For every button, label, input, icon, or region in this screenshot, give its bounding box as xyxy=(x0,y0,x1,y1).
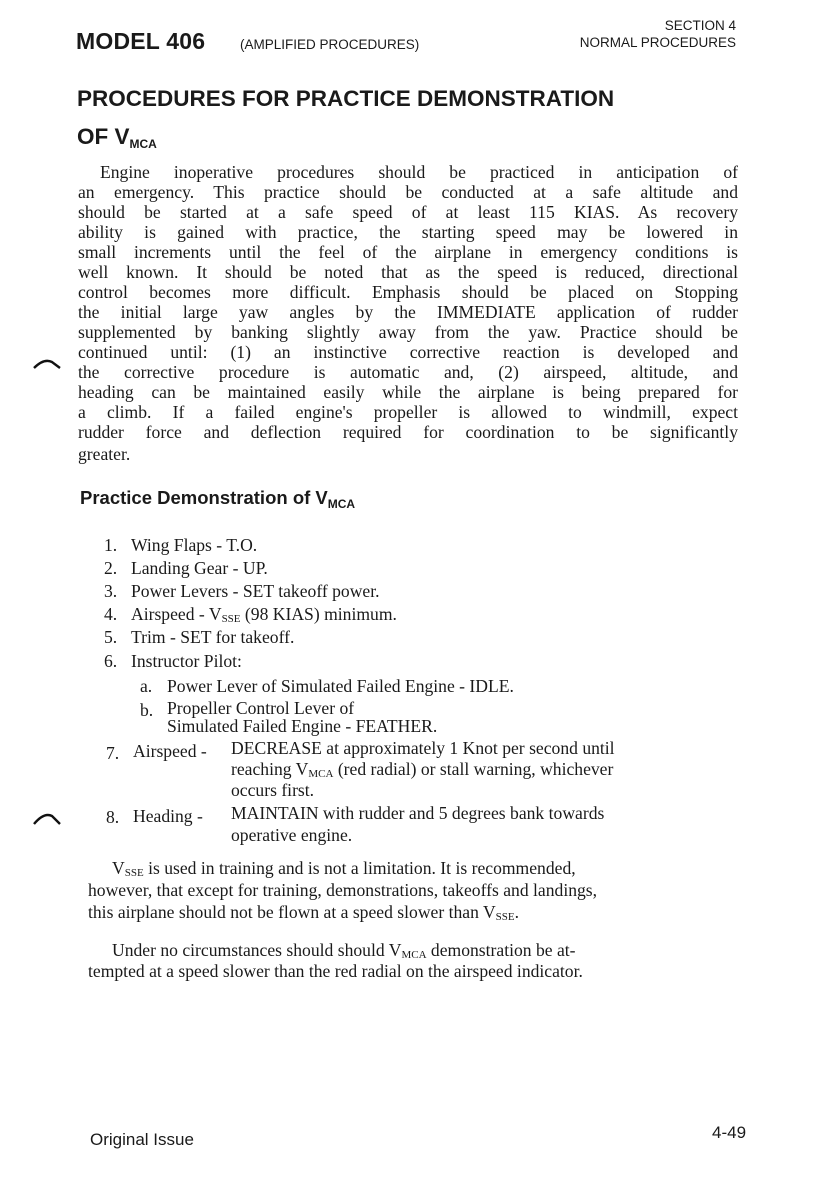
step-text: Instructor Pilot: xyxy=(131,651,242,671)
intro-line: well known. It should be noted that as the speed is reduced, directional xyxy=(78,262,738,282)
footer-issue: Original Issue xyxy=(90,1130,194,1149)
intro-line: supplemented by banking slightly away from the yaw. Practice should be xyxy=(78,322,738,342)
note-line: however, that except for training, demonstrations, takeoffs and landings, xyxy=(88,880,598,900)
page-number: 4-49 xyxy=(712,1123,747,1142)
step-number: 2. xyxy=(104,558,118,578)
step-text: operative engine. xyxy=(231,825,353,845)
step-text: DECREASE at approximately 1 Knot per second until xyxy=(231,738,615,758)
step-text: reaching $V_{MCA}$ (red radial) or stall warning, whichever xyxy=(231,759,614,780)
model-subtitle: (AMPLIFIED PROCEDURES) xyxy=(240,37,420,52)
substep-letter: b. xyxy=(140,700,154,720)
step-number: 3. xyxy=(104,581,118,601)
note-line: Under no circumstances should should $V_{MCA}$ demonstration be at- xyxy=(112,940,576,961)
step-number: 1. xyxy=(104,535,118,555)
step-text: Airspeed - $V_{SSE}$ (98 KIAS) minimum. xyxy=(131,604,397,625)
intro-line: greater. xyxy=(78,444,131,464)
step-number: 5. xyxy=(104,627,118,647)
substep-text: Power Lever of Simulated Failed Engine - IDLE. xyxy=(167,676,514,696)
page-title-line2: OF $V_{MCA}$ xyxy=(77,124,157,151)
step-text: MAINTAIN with rudder and 5 degrees bank towards xyxy=(231,803,605,823)
revision-mark-icon xyxy=(30,356,70,374)
revision-mark-icon xyxy=(30,810,70,828)
substep-text: Propeller Control Lever of xyxy=(167,698,355,718)
note-line: this airplane should not be flown at a speed slower than $V_{SSE}$. xyxy=(88,902,520,923)
intro-line: the corrective procedure is automatic and, (2) airspeed, altitude, and xyxy=(78,362,738,382)
intro-line: heading can be maintained easily while the airplane is being prepared for xyxy=(78,382,738,402)
step-label: Heading - xyxy=(133,806,203,826)
step-text: Power Levers - SET takeoff power. xyxy=(131,581,380,601)
note-line: $V_{SSE}$ is used in training and is not a limitation. It is recommended, xyxy=(112,858,576,879)
intro-line: continued until: (1) an instinctive corrective reaction is developed and xyxy=(78,342,738,362)
intro-line: an emergency. This practice should be conducted at a safe altitude and xyxy=(78,182,738,202)
substep-letter: a. xyxy=(140,676,153,696)
step-number: 6. xyxy=(104,651,118,671)
section-title: NORMAL PROCEDURES xyxy=(579,35,736,50)
step-label: Airspeed - xyxy=(133,741,207,761)
intro-line: control becomes more difficult. Emphasis should be placed on Stopping xyxy=(78,282,738,302)
section-number: SECTION 4 xyxy=(664,18,736,33)
note-line: tempted at a speed slower than the red radial on the airspeed indicator. xyxy=(88,961,583,981)
step-text: occurs first. xyxy=(231,780,315,800)
substep-text: Simulated Failed Engine - FEATHER. xyxy=(167,716,438,736)
page-title: PROCEDURES FOR PRACTICE DEMONSTRATION xyxy=(77,86,615,111)
model-title: MODEL 406 xyxy=(76,28,206,54)
intro-line: ability is gained with practice, the starting speed may be lowered in xyxy=(78,222,738,242)
step-number: 4. xyxy=(104,604,118,624)
intro-line: the initial large yaw angles by the IMMEDIATE application of rudder xyxy=(78,302,738,322)
intro-line: should be started at a safe speed of at least 115 KIAS. As recovery xyxy=(78,202,738,222)
step-text: Wing Flaps - T.O. xyxy=(131,535,258,555)
intro-line: rudder force and deflection required for coordination to be significantly xyxy=(78,422,738,442)
intro-line: small increments until the feel of the airplane in emergency conditions is xyxy=(78,242,738,262)
step-number: 8. xyxy=(106,807,120,827)
step-text: Trim - SET for takeoff. xyxy=(131,627,295,647)
step-text: Landing Gear - UP. xyxy=(131,558,268,578)
step-number: 7. xyxy=(106,743,120,763)
intro-line: a climb. If a failed engine's propeller is allowed to windmill, expect xyxy=(78,402,738,422)
section-subheading: Practice Demonstration of $V_{MCA}$ xyxy=(80,487,356,511)
intro-line: Engine inoperative procedures should be practiced in anticipation of xyxy=(100,162,738,182)
